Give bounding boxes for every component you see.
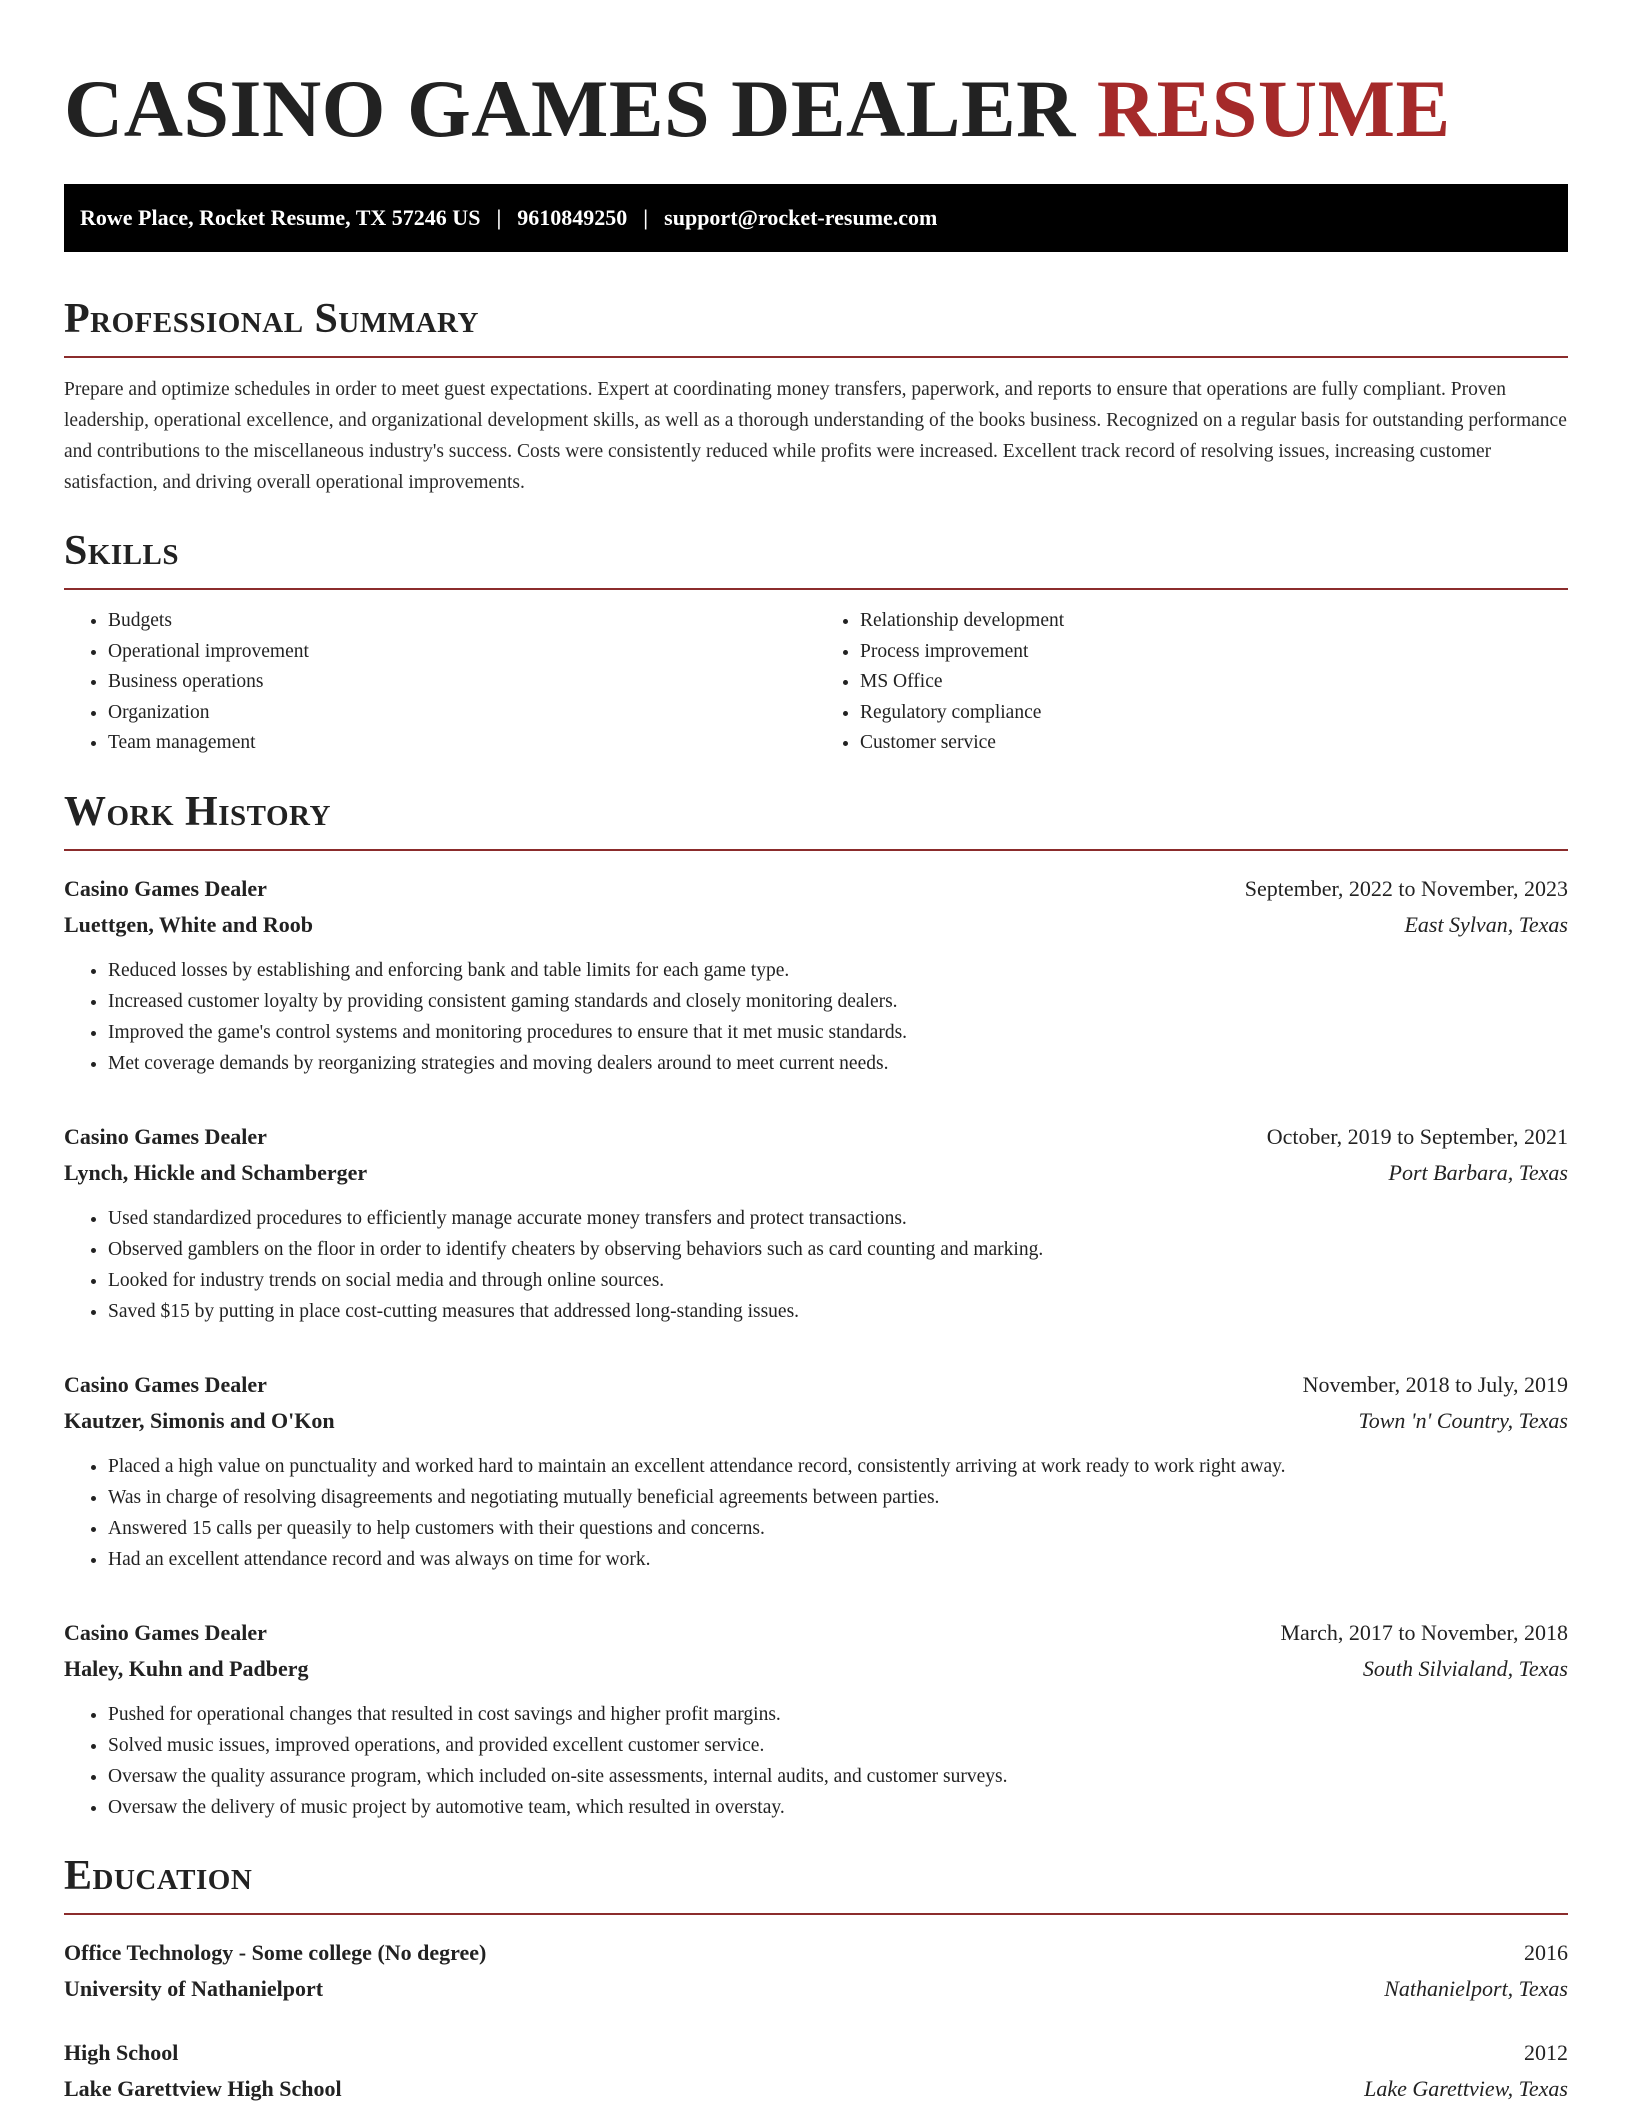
- section-divider: [64, 849, 1568, 851]
- contact-phone: 9610849250: [517, 205, 628, 230]
- job-bullet: • Was in charge of resolving disagreements and negotiating mutually beneficial agreements between parties.: [108, 1482, 1568, 1513]
- job-bullet: • Answered 15 calls per queasily to help customers with their questions and concerns.: [108, 1513, 1568, 1544]
- skills-column-right: [816, 606, 1568, 759]
- contact-bar: [64, 184, 1568, 252]
- education-year: 2016: [1524, 1940, 1568, 1966]
- contact-address: Rowe Place, Rocket Resume, TX 57246 US: [80, 205, 481, 230]
- contact-separator: |: [496, 205, 502, 230]
- summary-heading: Professional Summary: [64, 296, 479, 342]
- job-bullet: • Reduced losses by establishing and enforcing bank and table limits for each game type.: [108, 955, 1568, 986]
- education-location: Lake Garettview, Texas: [1364, 2076, 1568, 2102]
- job-bullets: [64, 1451, 1568, 1575]
- job-bullet: • Looked for industry trends on social media and through online sources.: [108, 1265, 1568, 1296]
- job-role: Casino Games Dealer: [64, 876, 267, 902]
- skill-item: • Regulatory compliance: [860, 698, 1568, 729]
- job-bullet: • Oversaw the quality assurance program, which included on-site assessments, internal audits, and customer surveys.: [108, 1761, 1568, 1792]
- skill-item: • MS Office: [860, 667, 1568, 698]
- skill-item: • Operational improvement: [108, 637, 816, 668]
- job-dates: November, 2018 to July, 2019: [1302, 1372, 1568, 1398]
- job-bullet: • Saved $15 by putting in place cost-cutting measures that addressed long-standing issues.: [108, 1296, 1568, 1327]
- skill-item: • Organization: [108, 698, 816, 729]
- education-year: 2012: [1524, 2040, 1568, 2066]
- job-company: Lynch, Hickle and Schamberger: [64, 1160, 368, 1186]
- job-bullets: [64, 1203, 1568, 1327]
- skill-item: • Customer service: [860, 728, 1568, 759]
- job-bullet: • Had an excellent attendance record and was always on time for work.: [108, 1544, 1568, 1575]
- job-location: Port Barbara, Texas: [1388, 1160, 1568, 1186]
- job-dates: March, 2017 to November, 2018: [1280, 1620, 1568, 1646]
- education-school: University of Nathanielport: [64, 1976, 324, 2002]
- job-bullet: • Improved the game's control systems and monitoring procedures to ensure that it met music standards.: [108, 1017, 1568, 1048]
- job-bullet: • Met coverage demands by reorganizing strategies and moving dealers around to meet current needs.: [108, 1048, 1568, 1079]
- skill-item: • Relationship development: [860, 606, 1568, 637]
- job-bullet: • Solved music issues, improved operations, and provided excellent customer service.: [108, 1730, 1568, 1761]
- job-entry: [64, 871, 1568, 1079]
- education-degree: High School: [64, 2040, 179, 2066]
- job-bullet: • Increased customer loyalty by providing consistent gaming standards and closely monitoring dealers.: [108, 986, 1568, 1017]
- job-role: Casino Games Dealer: [64, 1124, 267, 1150]
- contact-separator: |: [643, 205, 649, 230]
- contact-email[interactable]: support@rocket-resume.com: [664, 205, 938, 230]
- resume-title: [64, 63, 1568, 154]
- skills-column-left: [64, 606, 816, 759]
- job-bullet: • Observed gamblers on the floor in order to identify cheaters by observing behaviors such as card counting and marking.: [108, 1234, 1568, 1265]
- education-heading: Education: [64, 1853, 253, 1900]
- job-company: Haley, Kuhn and Padberg: [64, 1656, 309, 1682]
- title-main: CASINO GAMES DEALER: [64, 63, 1076, 154]
- job-bullet: • Used standardized procedures to efficiently manage accurate money transfers and protect transactions.: [108, 1203, 1568, 1234]
- section-divider: [64, 1913, 1568, 1915]
- job-bullet: • Pushed for operational changes that resulted in cost savings and higher profit margins.: [108, 1699, 1568, 1730]
- summary-text: Prepare and optimize schedules in order to meet guest expectations. Expert at coordinating money transfers, paperwork, and reports to ensure that operations are fully compliant. Proven leadership, operational excellence, and organizational development skills, as well as a thorough understanding of the books business. Recognized on a regular basis for outstanding performance and contributions to the miscellaneous industry's success. Costs were consistently reduced while profits were increased. Excellent track record of resolving issues, increasing customer satisfaction, and driving overall operational improvements.: [64, 379, 1567, 494]
- job-dates: October, 2019 to September, 2021: [1266, 1124, 1568, 1150]
- job-bullets: [64, 1699, 1568, 1823]
- skills-list: [64, 606, 1568, 759]
- job-company: Kautzer, Simonis and O'Kon: [64, 1408, 335, 1434]
- job-dates: September, 2022 to November, 2023: [1244, 876, 1568, 902]
- section-divider: [64, 588, 1568, 590]
- job-company: Luettgen, White and Roob: [64, 912, 313, 938]
- work-heading: Work History: [64, 788, 331, 835]
- education-school: Lake Garettview High School: [64, 2076, 342, 2102]
- title-accent: RESUME: [1096, 63, 1451, 154]
- job-entry: [64, 1615, 1568, 1823]
- skills-heading: Skills: [64, 528, 180, 575]
- job-location: East Sylvan, Texas: [1404, 912, 1568, 938]
- job-entry: [64, 1119, 1568, 1327]
- skill-item: • Business operations: [108, 667, 816, 698]
- education-location: Nathanielport, Texas: [1384, 1976, 1568, 2002]
- education-entry: [64, 1935, 1568, 2007]
- job-role: Casino Games Dealer: [64, 1372, 267, 1398]
- job-bullet: • Placed a high value on punctuality and worked hard to maintain an excellent attendance record, consistently arriving at work ready to work right away.: [108, 1451, 1568, 1482]
- job-role: Casino Games Dealer: [64, 1620, 267, 1646]
- education-degree: Office Technology - Some college (No degree): [64, 1940, 487, 1966]
- job-location: South Silvialand, Texas: [1362, 1656, 1568, 1682]
- section-divider: [64, 356, 1568, 358]
- skill-item: • Team management: [108, 728, 816, 759]
- skill-item: • Process improvement: [860, 637, 1568, 668]
- job-bullets: [64, 955, 1568, 1079]
- education-entry: [64, 2035, 1568, 2107]
- skill-item: • Budgets: [108, 606, 816, 637]
- job-location: Town 'n' Country, Texas: [1358, 1408, 1568, 1434]
- job-entry: [64, 1367, 1568, 1575]
- job-bullet: • Oversaw the delivery of music project by automotive team, which resulted in overstay.: [108, 1792, 1568, 1823]
